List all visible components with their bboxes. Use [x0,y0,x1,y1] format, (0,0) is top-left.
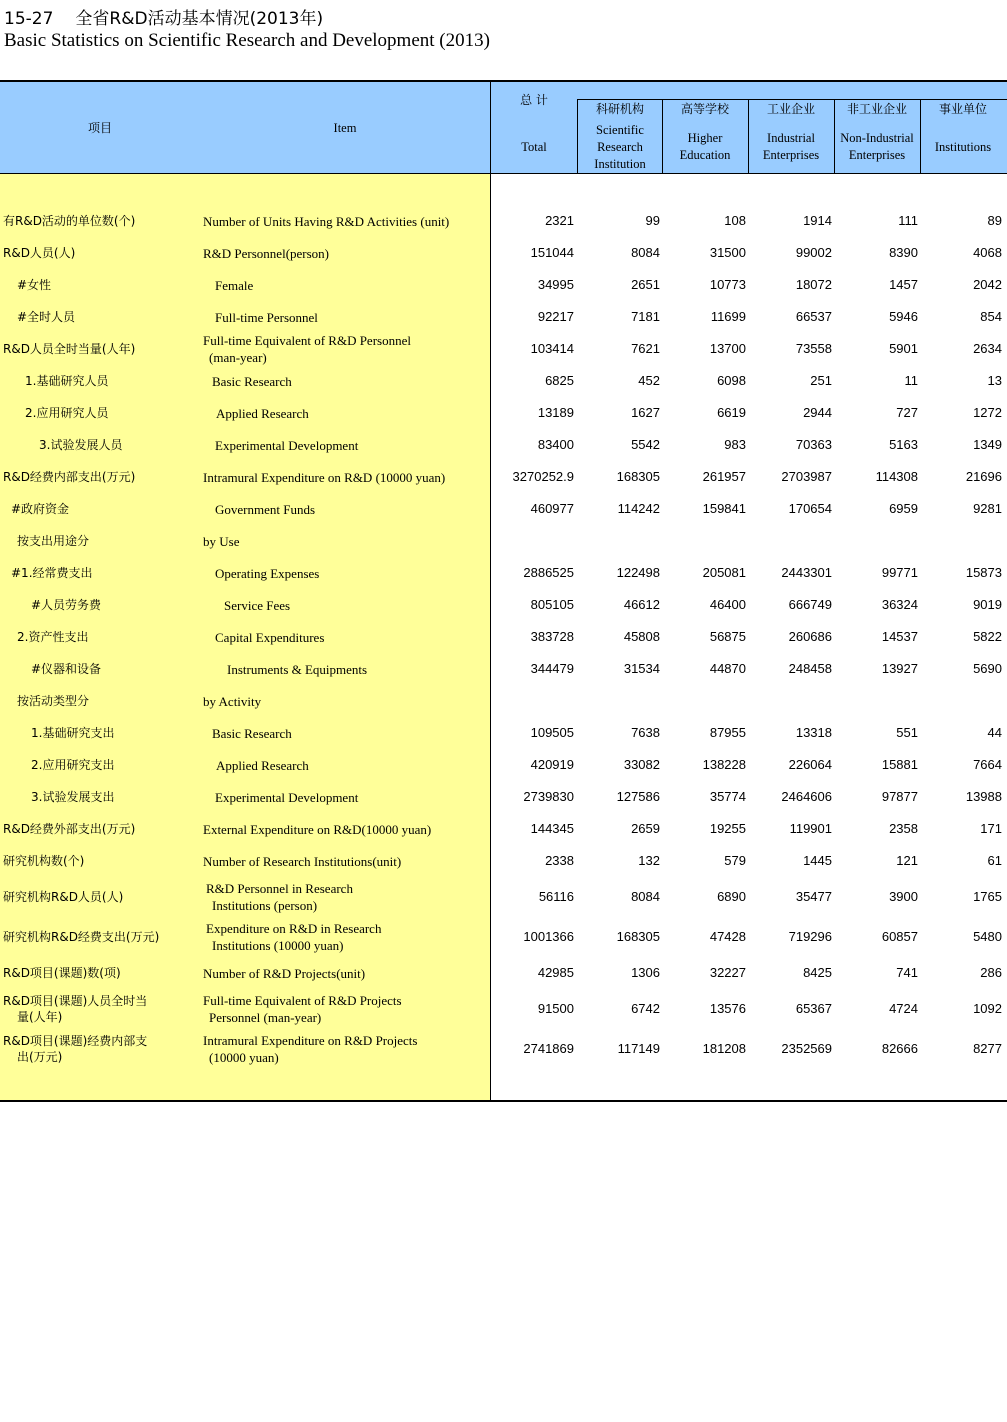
table-cell: 181208 [702,1041,746,1056]
column-header-cn: 科研机构 [595,102,644,116]
table-cell: 2944 [803,405,832,420]
column-header-cn: 事业单位 [938,102,987,116]
row-label-en: Applied Research [216,757,309,773]
table-cell: 15873 [965,565,1002,580]
table-cell: 122498 [616,565,660,580]
row-label-en: Institutions (10000 yuan) [212,938,344,953]
table-cell: 168305 [616,469,660,484]
table-cell: 7664 [973,757,1002,772]
table-cell: 19255 [709,821,746,836]
table-title-en: Basic Statistics on Scientific Research and Development (2013) [4,30,490,51]
table-cell: 579 [724,853,746,868]
table-cell: 383728 [530,629,574,644]
row-label-cn: R&D项目(课题)经费内部支 [3,1034,148,1048]
table-cell: 13988 [965,789,1002,804]
table-cell: 1001366 [523,929,574,944]
table-cell: 5901 [889,341,918,356]
header-bottom-rule [0,173,1007,174]
row-label-cn: 1.基础研究支出 [31,726,115,740]
column-header-en: Enterprises [762,148,820,162]
table-cell: 114242 [617,501,660,516]
table-cell: 46400 [709,597,746,612]
table-cell: 127586 [616,789,660,804]
row-label-en: Expenditure on R&D in Research [206,921,382,936]
table-cell: 132 [638,853,660,868]
row-label-cn: #女性 [17,278,52,292]
table-cell: 1765 [973,889,1002,904]
table-cell: 32227 [709,965,746,980]
table-cell: 82666 [881,1041,918,1056]
row-label-cn: 2.应用研究支出 [31,758,115,772]
row-label-cn: R&D经费内部支出(万元) [3,470,136,484]
row-label-en: (10000 yuan) [209,1050,279,1065]
row-label-en: Experimental Development [215,437,359,453]
table-cell: 15881 [881,757,918,772]
row-label-cn: #政府资金 [11,502,70,516]
table-cell: 6825 [545,373,574,388]
column-header-en: Institutions [934,140,992,154]
table-cell: 151044 [530,245,574,260]
table-cell: 205081 [702,565,746,580]
row-label-en: Basic Research [212,373,292,389]
row-label-cn: #仪器和设备 [31,662,102,676]
row-label-en: R&D Personnel(person) [203,245,330,261]
row-label-en: Number of R&D Projects(unit) [203,965,366,981]
row-label-en: Instruments & Equipments [227,661,368,677]
table-cell: 8084 [631,245,660,260]
table-cell: 6890 [717,889,746,904]
row-label-cn: R&D人员(人) [3,246,76,260]
header-total-cn: 总 计 [520,93,548,107]
table-cell: 6742 [631,1001,660,1016]
row-label-cn: 1.基础研究人员 [25,374,109,388]
table-cell: 8425 [803,965,832,980]
row-label-en: Applied Research [216,405,309,421]
table-cell: 60857 [881,929,918,944]
table-cell: 111 [898,213,918,228]
row-label-cn: 3.试验发展支出 [31,790,115,804]
table-cell: 99002 [795,245,832,260]
table-cell: 251 [810,373,832,388]
table-cell: 13 [987,373,1002,388]
table-cell: 1627 [631,405,660,420]
row-label-cn: 按支出用途分 [17,534,90,548]
table-cell: 9281 [973,501,1002,516]
table-cell: 2886525 [523,565,574,580]
column-header-cn: 高等学校 [680,102,729,116]
table-cell: 117149 [617,1041,660,1056]
table-cell: 5542 [631,437,660,452]
table-cell: 11699 [710,309,746,324]
table-cell: 97877 [881,789,918,804]
table-cell: 87955 [709,725,746,740]
row-label-en: Government Funds [215,501,316,517]
table-title-cn [4,4,323,29]
table-cell: 114308 [875,469,918,484]
table-cell: 2464606 [781,789,832,804]
column-header-en: Higher [687,131,723,145]
table-cell: 61 [987,853,1002,868]
table-cell: 103414 [530,341,574,356]
table-cell: 31500 [709,245,746,260]
table-cell: 261957 [702,469,746,484]
row-label-en: External Expenditure on R&D(10000 yuan) [203,821,432,837]
table-cell: 3900 [889,889,918,904]
row-label-en: Female [215,277,254,293]
row-label-cn: R&D人员全时当量(人年) [3,342,136,356]
row-label-cn: 2.资产性支出 [17,630,89,644]
column-header-en: Non-Industrial [840,131,914,145]
table-cell: 66537 [795,309,832,324]
table-cell: 99 [645,213,660,228]
row-label-cn: R&D项目(课题)数(项) [3,966,121,980]
table-cell: 6619 [717,405,746,420]
table-cell: 2042 [973,277,1002,292]
row-label-cn: R&D经费外部支出(万元) [3,822,136,836]
table-cell: 31534 [623,661,660,676]
table-title-chinese: 全省R&D活动基本情况(2013年) [75,9,324,29]
row-label-cn: #全时人员 [17,310,76,324]
row-label-en: Basic Research [212,725,292,741]
table-cell: 3270252.9 [512,469,574,484]
table-cell: 35774 [709,789,746,804]
row-label-cn: 研究机构数(个) [3,854,85,868]
table-cell: 2703987 [781,469,832,484]
row-label-cn: #人员劳务费 [31,598,102,612]
table-cell: 18072 [795,277,832,292]
stub-divider [490,82,491,1100]
table-cell: 2634 [973,341,1002,356]
table-cell: 4068 [973,245,1002,260]
table-cell: 92217 [537,309,574,324]
table-cell: 2443301 [781,565,832,580]
table-cell: 83400 [537,437,574,452]
table-cell: 89 [987,213,1002,228]
table-cell: 56116 [538,889,574,904]
row-label-en: Institutions (person) [212,898,318,913]
table-cell: 854 [980,309,1002,324]
table-cell: 551 [896,725,918,740]
table-cell: 6959 [889,501,918,516]
row-label-en: Number of Research Institutions(unit) [203,853,402,869]
table-cell: 34995 [537,277,574,292]
table-cell: 21696 [965,469,1002,484]
row-label-en: by Use [203,533,240,549]
table-cell: 8084 [631,889,660,904]
table-cell: 138228 [702,757,746,772]
row-label-cn: 研究机构R&D经费支出(万元) [3,930,160,944]
table-cell: 5822 [973,629,1002,644]
table-cell: 159841 [702,501,746,516]
table-cell: 5946 [889,309,918,324]
table-cell: 2741869 [523,1041,574,1056]
row-label-en: by Activity [203,693,262,709]
row-label-cn: 2.应用研究人员 [25,406,109,420]
table-cell: 2352569 [781,1041,832,1056]
table-cell: 2358 [889,821,918,836]
table-cell: 1457 [889,277,918,292]
row-label-cn: R&D项目(课题)人员全时当 [3,994,148,1008]
table-cell: 1092 [973,1001,1002,1016]
table-cell: 1445 [803,853,832,868]
table-cell: 260686 [788,629,832,644]
row-label-en: Full-time Personnel [215,309,318,325]
row-label-cn: 量(人年) [17,1010,63,1024]
row-label-en: Intramural Expenditure on R&D (10000 yuan) [203,469,446,485]
table-bottom-rule [0,1100,1007,1102]
table-cell: 719296 [788,929,832,944]
table-cell: 344479 [530,661,574,676]
table-cell: 7638 [631,725,660,740]
table-cell: 1306 [631,965,660,980]
row-label-en: Personnel (man-year) [209,1010,322,1025]
table-cell: 109505 [530,725,574,740]
table-number: 15-27 [4,9,54,29]
table-cell: 6098 [717,373,746,388]
table-cell: 7621 [631,341,660,356]
row-label-cn: 按活动类型分 [17,694,90,708]
row-label-en: (man-year) [209,350,267,365]
table-cell: 2659 [631,821,660,836]
table-cell: 1914 [803,213,832,228]
table-cell: 13318 [795,725,832,740]
table-cell: 7181 [631,309,660,324]
table-cell: 13576 [709,1001,746,1016]
table-cell: 99771 [881,565,918,580]
table-cell: 4724 [889,1001,918,1016]
column-header-cn: 工业企业 [766,102,815,116]
table-cell: 44 [987,725,1002,740]
table-cell: 2321 [545,213,574,228]
table-cell: 73558 [795,341,832,356]
row-label-en: Operating Expenses [215,565,320,581]
table-cell: 33082 [623,757,660,772]
table-cell: 9019 [973,597,1002,612]
column-header-en: Scientific [596,123,644,137]
table-cell: 36324 [881,597,918,612]
column-header-en: Research [597,140,643,154]
row-label-cn: 研究机构R&D人员(人) [3,890,124,904]
table-cell: 42985 [537,965,574,980]
table-cell: 8277 [973,1041,1002,1056]
table-cell: 144345 [530,821,574,836]
row-label-cn: 有R&D活动的单位数(个) [3,214,136,228]
table-cell: 248458 [788,661,832,676]
table-cell: 805105 [530,597,574,612]
column-header-cn: 非工业企业 [846,102,907,116]
table-cell: 65367 [795,1001,832,1016]
table-cell: 119901 [789,821,832,836]
table-cell: 5480 [973,929,1002,944]
row-label-en: Experimental Development [215,789,359,805]
table-cell: 983 [724,437,746,452]
column-header-en: Enterprises [848,148,906,162]
row-label-en: Number of Units Having R&D Activities (unit) [203,213,450,229]
table-cell: 47428 [709,929,746,944]
row-label-en: Intramural Expenditure on R&D Projects [203,1033,418,1048]
column-header-en: Institution [594,157,646,171]
table-cell: 44870 [709,661,746,676]
row-label-cn: 3.试验发展人员 [39,438,123,452]
table-cell: 226064 [788,757,832,772]
row-label-en: Full-time Equivalent of R&D Projects [203,993,402,1008]
table-cell: 170654 [788,501,832,516]
table-cell: 420919 [530,757,574,772]
row-label-cn: 出(万元) [17,1050,63,1064]
table-cell: 741 [896,965,918,980]
table-cell: 11 [904,373,918,388]
table-cell: 13927 [881,661,918,676]
subheader-rule [577,99,1007,100]
table-cell: 666749 [788,597,832,612]
table-cell: 56875 [709,629,746,644]
table-cell: 10773 [709,277,746,292]
table-cell: 8390 [889,245,918,260]
header-total-en: Total [521,140,547,154]
row-label-en: Capital Expenditures [215,629,325,645]
table-cell: 1272 [973,405,1002,420]
table-cell: 1349 [973,437,1002,452]
table-cell: 13700 [709,341,746,356]
header-item-en: Item [333,121,357,135]
table-cell: 2338 [545,853,574,868]
table-cell: 91500 [537,1001,574,1016]
table-cell: 14537 [881,629,918,644]
table-cell: 5163 [889,437,918,452]
table-cell: 452 [638,373,660,388]
table-cell: 45808 [623,629,660,644]
table-cell: 35477 [795,889,832,904]
column-header-en: Industrial [767,131,815,145]
table-cell: 168305 [616,929,660,944]
table-cell: 727 [896,405,918,420]
row-label-en: Service Fees [224,597,291,613]
table-cell: 286 [980,965,1002,980]
table-cell: 46612 [623,597,660,612]
table-cell: 121 [896,853,918,868]
header-item-cn: 项目 [87,121,112,135]
row-label-cn: #1.经常费支出 [11,566,93,580]
table-cell: 171 [980,821,1002,836]
table-cell: 2739830 [523,789,574,804]
table-cell: 2651 [631,277,660,292]
table-cell: 13189 [537,405,574,420]
table-cell: 70363 [795,437,832,452]
row-label-en: Full-time Equivalent of R&D Personnel [203,333,411,348]
table-cell: 108 [724,213,746,228]
column-header-en: Education [679,148,731,162]
table-cell: 460977 [530,501,574,516]
row-label-en: R&D Personnel in Research [206,881,353,896]
table-cell: 5690 [973,661,1002,676]
